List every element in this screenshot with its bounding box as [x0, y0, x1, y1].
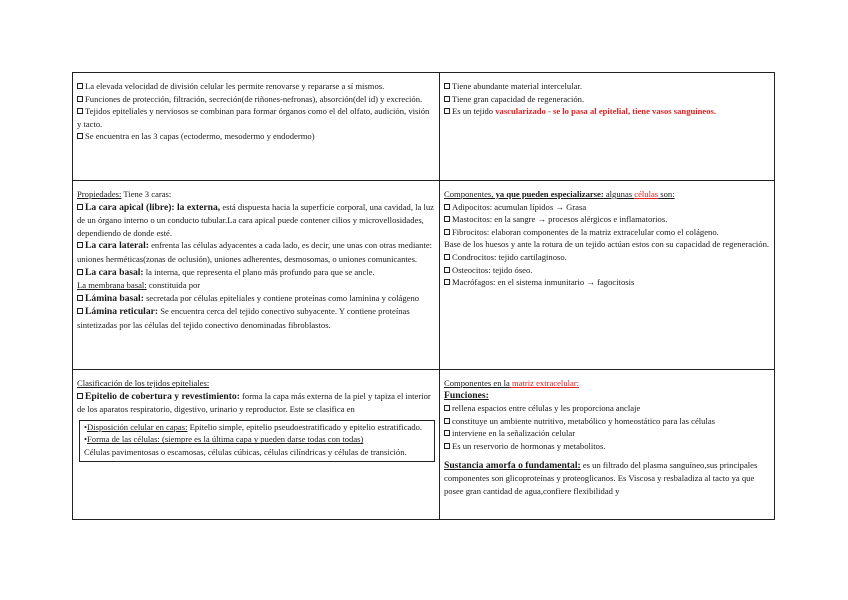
- checkbox-icon: [444, 430, 450, 436]
- list-item: Osteocitos: tejido óseo.: [444, 264, 771, 277]
- checkbox-icon: [77, 295, 83, 301]
- checkbox-icon: [444, 254, 450, 260]
- list-item: Se encuentra en las 3 capas (ectodermo, mesodermo y endodermo): [77, 130, 435, 143]
- list-item: Fibrocitos: elaboran componentes de la matriz extracelular como el colágeno.: [444, 226, 771, 239]
- list-item: Tiene gran capacidad de regeneración.: [444, 93, 771, 106]
- list-item: Tejidos epiteliales y nerviosos se combinan para formar órganos como el del olfato, audición, visión y tacto.: [77, 106, 430, 129]
- checkbox-icon: [444, 443, 450, 449]
- cell-connective-cells: [440, 185, 775, 369]
- list-item: Es un tejido vascularizado - se lo pasa al epitelial, tiene vasos sanguíneos.: [444, 105, 771, 118]
- list-item: Funciones de protección, filtración, secreción(de riñones-nefronas), absorción(del id) y excreción.: [77, 93, 435, 106]
- checkbox-icon: [444, 267, 450, 273]
- cell-epithelial-faces: [73, 185, 439, 369]
- list-item: Tiene abundante material intercelular.: [444, 80, 771, 93]
- cell-properties-general: [73, 77, 439, 180]
- checkbox-icon: [444, 204, 450, 210]
- checkbox-icon: [444, 108, 450, 114]
- checkbox-icon: [77, 393, 83, 399]
- list-item: Condrocitos: tejido cartilaginoso.: [444, 251, 771, 264]
- list-item: rellena espacios entre células y les proporciona anclaje: [444, 402, 771, 415]
- paragraph: Sustancia amorfa o fundamental: es un filtrado del plasma sanguíneo,sus principales componentes son glicoproteínas y proteoglicanos. Es Viscosa y resbaladiza al tacto ya que posee gran cantidad de agua,confiere flexibilidad y: [444, 459, 758, 496]
- list-item: La elevada velocidad de división celular les permite renovarse y repararse a sí mismos.: [77, 80, 435, 93]
- checkbox-icon: [444, 96, 450, 102]
- matrix-heading: Componentes en la matriz extracelular:: [444, 378, 580, 388]
- checkbox-icon: [77, 204, 83, 210]
- checkbox-icon: [77, 96, 83, 102]
- paragraph: Células pavimentosas o escamosas, células cúbicas, células cilíndricas y células de transición.: [84, 446, 407, 457]
- paragraph: Base de los huesos y ante la rotura de un tejido actúan estos con su capacidad de regeneración.: [444, 239, 770, 250]
- row-divider-1: [73, 180, 774, 181]
- checkbox-icon: [444, 216, 450, 222]
- classification-box: [79, 420, 435, 462]
- checkbox-icon: [77, 133, 83, 139]
- checkbox-icon: [77, 83, 83, 89]
- list-item: La cara lateral: enfrenta las células adyacentes a cada lado, es decir, une unas con otras mediante: uniones herméticas(zonas de oclusión), uniones adherentes, desmosomas, o uniones comunicantes.: [77, 240, 433, 264]
- checkbox-icon: [77, 269, 83, 275]
- checkbox-icon: [444, 418, 450, 424]
- checkbox-icon: [77, 108, 83, 114]
- checkbox-icon: [444, 279, 450, 285]
- list-item: Mastocitos: en la sangre → procesos alérgicos e inflamatorios.: [444, 213, 771, 226]
- checkbox-icon: [77, 308, 83, 314]
- cell-epithelial-classification: [73, 374, 439, 520]
- membrane-heading: La membrana basal: constituida por: [77, 280, 201, 291]
- list-item: La cara apical (libre): la externa, está dispuesta hacia la superficie corporal, una cavidad, la luz de un órgano interno o un conducto tubular.La cara apical puede contener cilios y microvellosidades, dependiendo de donde esté.: [77, 201, 434, 238]
- list-item: Macrófagos: en el sistema inmunitario → fagocitosis: [444, 276, 771, 289]
- list-item: interviene en la señalización celular: [444, 427, 771, 440]
- notes-table: [72, 72, 775, 520]
- row-divider-2: [73, 369, 774, 370]
- functions-heading: Funciones:: [444, 389, 489, 401]
- list-item: Lámina basal: secretada por células epiteliales y contiene proteínas como laminina y colágeno: [77, 292, 435, 306]
- list-item: Lámina reticular: Se encuentra cerca del tejido conectivo subyacente. Y contiene proteínas sintetizadas por las células del tejido conectivo denominadas fibroblastos.: [77, 306, 410, 330]
- checkbox-icon: [77, 242, 83, 248]
- list-item: La cara basal: la interna, que representa el plano más profundo para que se ancle.: [77, 266, 435, 280]
- checkbox-icon: [444, 229, 450, 235]
- classification-heading: Clasificación de los tejidos epiteliales:: [77, 378, 210, 388]
- list-item: •Forma de las células: (siempre es la última capa y pueden darse todas con todas): [84, 434, 364, 445]
- list-item: Adipocitos: acumulan lípidos → Grasa: [444, 201, 771, 214]
- checkbox-icon: [444, 83, 450, 89]
- properties-heading: Propiedades: Tiene 3 caras:: [77, 189, 172, 199]
- list-item: •Disposición celular en capas: Epitelio simple, epitelio pseudoestratificado y epitelio estratificado.: [84, 421, 423, 432]
- cell-extracellular-matrix: [440, 374, 775, 520]
- checkbox-icon: [444, 405, 450, 411]
- cell-connective-general: [440, 77, 775, 180]
- components-heading: Componentes, ya que pueden especializarse: algunas células son:: [444, 189, 675, 199]
- list-item: constituye un ambiente nutritivo, metabólico y homeostático para las células: [444, 415, 771, 428]
- list-item: Epitelio de cobertura y revestimiento: forma la capa más externa de la piel y tapiza el interior de los aparatos respiratorio, digestivo, urinario y reproductor. Este se clasifica en: [77, 390, 431, 415]
- list-item: Es un reservorio de hormonas y metabolitos.: [444, 440, 771, 453]
